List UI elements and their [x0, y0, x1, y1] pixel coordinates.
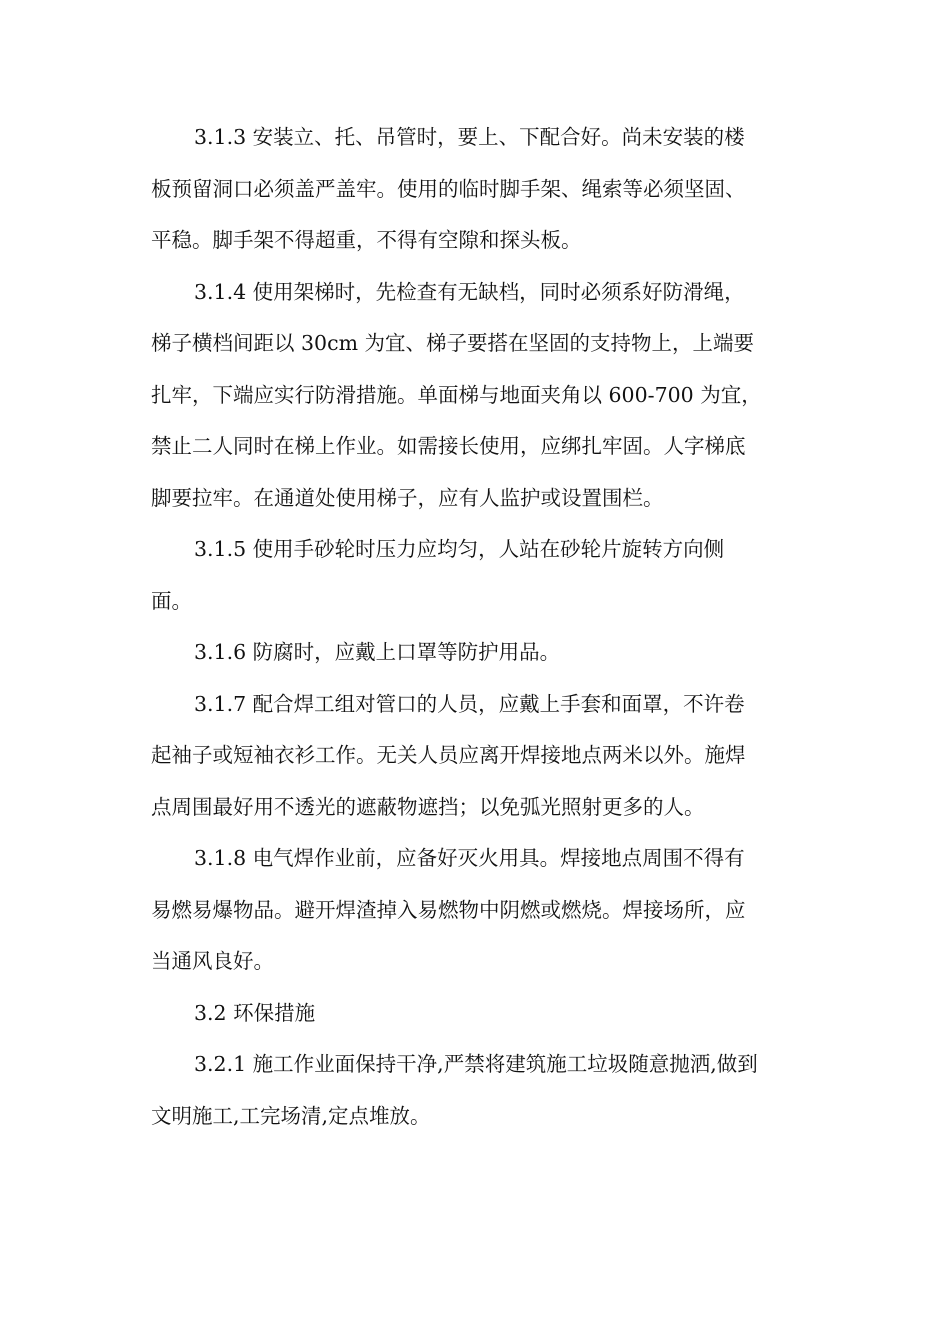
text-line: 当通风良好。: [151, 949, 274, 973]
text-line: 3.1.4 使用架梯时，先检查有无缺档，同时必须系好防滑绳，: [194, 279, 745, 304]
paragraph-3-1-4: [151, 267, 801, 525]
text-line: 易燃易爆物品。避开焊渣掉入易燃物中阴燃或燃烧。焊接场所，应: [151, 897, 746, 922]
text-line: 点周围最好用不透光的遮蔽物遮挡；以免弧光照射更多的人。: [151, 794, 705, 819]
paragraph-3-1-3: [151, 112, 801, 267]
text-line: 扎牢，下端应实行防滑措施。单面梯与地面夹角以 600-700 为宜，: [151, 382, 762, 407]
text-line: 3.2.1 施工作业面保持干净,严禁将建筑施工垃圾随意抛洒,做到: [194, 1052, 758, 1076]
text-line: 3.1.5 使用手砂轮时压力应均匀，人站在砂轮片旋转方向侧: [194, 537, 725, 561]
document-body: [151, 112, 801, 1142]
text-line: 脚要拉牢。在通道处使用梯子，应有人监护或设置围栏。: [151, 485, 664, 510]
paragraph-3-1-8: [151, 833, 801, 988]
paragraph-3-1-6: [151, 627, 801, 679]
text-line: 3.1.8 电气焊作业前，应备好灭火用具。焊接地点周围不得有: [194, 846, 745, 870]
text-line: 起袖子或短袖衣衫工作。无关人员应离开焊接地点两米以外。施焊: [151, 743, 746, 767]
text-line: 3.2 环保措施: [194, 1000, 316, 1025]
text-line: 禁止二人同时在梯上作业。如需接长使用，应绑扎牢固。人字梯底: [151, 434, 746, 458]
paragraph-3-1-7: [151, 679, 801, 834]
text-line: 3.1.3 安装立、托、吊管时，要上、下配合好。尚未安装的楼: [194, 125, 745, 149]
text-line: 平稳。脚手架不得超重，不得有空隙和探头板。: [151, 228, 582, 252]
section-heading-3-2: [151, 988, 801, 1040]
paragraph-3-2-1: [151, 1039, 801, 1142]
text-line: 文明施工,工完场清,定点堆放。: [151, 1103, 431, 1128]
text-line: 3.1.7 配合焊工组对管口的人员，应戴上手套和面罩，不许卷: [194, 691, 745, 716]
paragraph-3-1-5: [151, 524, 801, 627]
text-line: 梯子横档间距以 30cm 为宜、梯子要搭在坚固的支持物上，上端要: [151, 331, 755, 355]
text-line: 面。: [151, 588, 192, 613]
text-line: 板预留洞口必须盖严盖牢。使用的临时脚手架、绳索等必须坚固、: [151, 176, 746, 201]
text-line: 3.1.6 防腐时，应戴上口罩等防护用品。: [194, 640, 561, 664]
